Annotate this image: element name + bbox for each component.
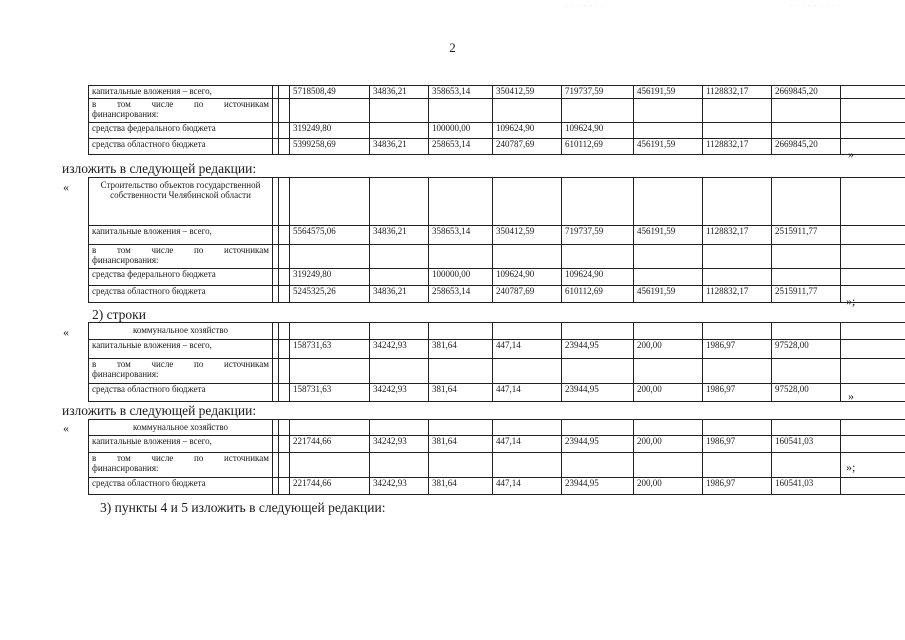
empty-cell [634,99,703,123]
empty-cell [634,323,703,340]
year-value-cell: 240787,69 [493,286,562,303]
year-value-cell: 23944,95 [562,384,634,402]
sources-label-line1: в том числе по источникам [92,245,269,255]
year-value-cell: 100000,00 [429,123,493,139]
year-value-cell [370,123,429,139]
empty-cell [370,420,429,436]
total-value-cell: 5718508,49 [290,86,370,99]
closing-quote-semicolon: »; [846,460,856,474]
separator-cell [279,323,290,340]
year-value-cell: 1128832,17 [703,226,772,245]
empty-cell [493,99,562,123]
year-value-cell: 610112,69 [562,139,634,155]
year-value-cell: 1986,97 [703,384,772,402]
year-value-cell: 350412,59 [493,226,562,245]
year-value-cell: 447,14 [493,340,562,359]
empty-cell [772,359,841,384]
total-value-cell: 158731,63 [290,384,370,402]
construction-header: Строительство объектов государственной собственности Челябинской области [89,178,273,226]
empty-cell [841,245,905,269]
separator-cell [279,99,290,123]
empty-cell [493,178,562,226]
separator-cell [279,340,290,359]
empty-cell [703,99,772,123]
year-value-cell: 719737,59 [562,86,634,99]
year-value-cell: 358653,14 [429,86,493,99]
empty-cell [772,245,841,269]
empty-cell [562,99,634,123]
empty-cell [634,420,703,436]
table-new-communal [88,419,905,495]
year-value-cell: 456191,59 [634,226,703,245]
separator-cell [279,269,290,286]
empty-cell [370,453,429,478]
year-value-cell: 2515911,77 [772,286,841,303]
regional-budget-label: средства областного бюджета [89,286,273,303]
table-original-communal [88,322,905,402]
faint-header-right: · · · · · · · · · [790,2,842,10]
sources-label-line2: финансирования: [92,463,159,473]
point-3-text: 3) пункты 4 и 5 изложить в следующей редакции: [100,500,386,515]
empty-cell [429,323,493,340]
empty-cell [429,453,493,478]
empty-cell [370,99,429,123]
capital-investment-label: капитальные вложения – всего, [89,226,273,245]
federal-budget-label: средства федерального бюджета [89,123,273,139]
empty-cell [841,178,905,226]
year-value-cell: 109624,90 [493,269,562,286]
year-value-cell: 2669845,20 [772,86,841,99]
amend-text-1: изложить в следующей редакции: [62,161,257,176]
empty-cell [634,453,703,478]
total-value-cell: 319249,80 [290,269,370,286]
separator-cell [279,86,290,99]
separator-cell [279,286,290,303]
separator-cell [279,245,290,269]
year-value-cell: 447,14 [493,436,562,453]
sources-label [89,99,273,123]
year-value-cell: 358653,14 [429,226,493,245]
year-value-cell: 34242,93 [370,436,429,453]
table-original-construction [88,85,905,155]
empty-cell [703,359,772,384]
year-value-cell: 719737,59 [562,226,634,245]
year-value-cell [703,269,772,286]
amend-text-2: изложить в следующей редакции: [62,403,257,418]
year-value-cell: 100000,00 [429,269,493,286]
empty-cell [290,99,370,123]
total-value-cell: 221744,66 [290,478,370,495]
year-value-cell: 200,00 [634,340,703,359]
empty-cell [703,178,772,226]
year-value-cell [841,340,905,359]
empty-cell [703,245,772,269]
year-value-cell: 34836,21 [370,139,429,155]
year-value-cell: 381,64 [429,384,493,402]
year-value-cell: 34836,21 [370,286,429,303]
year-value-cell [634,269,703,286]
year-value-cell: 23944,95 [562,340,634,359]
sources-label [89,453,273,478]
year-value-cell [841,86,905,99]
empty-cell [634,178,703,226]
year-value-cell: 240787,69 [493,139,562,155]
total-value-cell: 221744,66 [290,436,370,453]
opening-quote: « [63,180,69,194]
empty-cell [493,359,562,384]
year-value-cell [370,269,429,286]
year-value-cell: 109624,90 [562,123,634,139]
year-value-cell: 34242,93 [370,384,429,402]
strings-2-text: 2) строки [92,307,146,322]
year-value-cell: 200,00 [634,384,703,402]
sources-label-line2: финансирования: [92,109,159,119]
year-value-cell: 34836,21 [370,226,429,245]
separator-cell [279,420,290,436]
empty-cell [841,99,905,123]
capital-investment-label: капитальные вложения – всего, [89,436,273,453]
year-value-cell [841,123,905,139]
empty-cell [429,245,493,269]
year-value-cell: 97528,00 [772,340,841,359]
empty-cell [429,420,493,436]
year-value-cell: 97528,00 [772,384,841,402]
separator-cell [279,384,290,402]
regional-budget-label: средства областного бюджета [89,139,273,155]
table-new-construction [88,177,905,303]
empty-cell [290,359,370,384]
regional-budget-label: средства областного бюджета [89,478,273,495]
separator-cell [279,436,290,453]
year-value-cell: 456191,59 [634,139,703,155]
sources-label [89,245,273,269]
year-value-cell: 160541,03 [772,478,841,495]
empty-cell [290,178,370,226]
year-value-cell [703,123,772,139]
federal-budget-label: средства федерального бюджета [89,269,273,286]
empty-cell [772,99,841,123]
empty-cell [703,323,772,340]
sources-label-line2: финансирования: [92,369,159,379]
year-value-cell: 258653,14 [429,286,493,303]
sources-label-line1: в том числе по источникам [92,99,269,109]
sources-label [89,359,273,384]
separator-cell [279,453,290,478]
empty-cell [772,323,841,340]
year-value-cell [634,123,703,139]
year-value-cell [841,226,905,245]
capital-investment-label: капитальные вложения – всего, [89,340,273,359]
year-value-cell: 34242,93 [370,340,429,359]
empty-cell [562,420,634,436]
year-value-cell [841,436,905,453]
empty-cell [562,359,634,384]
total-value-cell: 5399258,69 [290,139,370,155]
closing-quote: » [848,389,854,403]
communal-header: коммунальное хозяйство [89,323,273,340]
empty-cell [772,420,841,436]
faint-header-left: · · · · · · · [565,2,605,10]
year-value-cell: 1986,97 [703,478,772,495]
year-value-cell: 2515911,77 [772,226,841,245]
separator-cell [279,478,290,495]
year-value-cell: 200,00 [634,436,703,453]
empty-cell [370,178,429,226]
empty-cell [703,420,772,436]
year-value-cell: 23944,95 [562,436,634,453]
total-value-cell: 319249,80 [290,123,370,139]
year-value-cell [841,478,905,495]
year-value-cell: 447,14 [493,478,562,495]
separator-cell [279,178,290,226]
total-value-cell: 158731,63 [290,340,370,359]
year-value-cell [772,269,841,286]
year-value-cell: 456191,59 [634,86,703,99]
year-value-cell [772,123,841,139]
empty-cell [562,453,634,478]
year-value-cell: 381,64 [429,436,493,453]
opening-quote: « [63,325,69,339]
empty-cell [290,323,370,340]
total-value-cell: 5564575,06 [290,226,370,245]
empty-cell [493,420,562,436]
opening-quote: « [63,421,69,435]
year-value-cell: 1986,97 [703,340,772,359]
empty-cell [429,99,493,123]
empty-cell [562,245,634,269]
empty-cell [634,245,703,269]
year-value-cell: 610112,69 [562,286,634,303]
year-value-cell: 109624,90 [493,123,562,139]
empty-cell [370,323,429,340]
year-value-cell: 200,00 [634,478,703,495]
year-value-cell: 381,64 [429,340,493,359]
separator-cell [279,226,290,245]
sources-label-line2: финансирования: [92,255,159,265]
year-value-cell [841,269,905,286]
year-value-cell: 1986,97 [703,436,772,453]
empty-cell [429,359,493,384]
separator-cell [279,123,290,139]
sources-label-line1: в том числе по источникам [92,453,269,463]
year-value-cell: 160541,03 [772,436,841,453]
year-value-cell: 381,64 [429,478,493,495]
year-value-cell: 23944,95 [562,478,634,495]
page-number: 2 [449,40,456,55]
year-value-cell: 2669845,20 [772,139,841,155]
empty-cell [562,323,634,340]
year-value-cell: 34242,93 [370,478,429,495]
capital-investment-label: капитальные вложения – всего, [89,86,273,99]
closing-quote: » [848,147,854,161]
empty-cell [290,420,370,436]
empty-cell [290,453,370,478]
empty-cell [772,178,841,226]
empty-cell [772,453,841,478]
year-value-cell: 456191,59 [634,286,703,303]
empty-cell [841,359,905,384]
year-value-cell: 258653,14 [429,139,493,155]
empty-cell [493,245,562,269]
empty-cell [841,420,905,436]
regional-budget-label: средства областного бюджета [89,384,273,402]
year-value-cell: 1128832,17 [703,286,772,303]
total-value-cell: 5245325,26 [290,286,370,303]
empty-cell [562,178,634,226]
empty-cell [703,453,772,478]
empty-cell [493,453,562,478]
empty-cell [290,245,370,269]
separator-cell [279,139,290,155]
empty-cell [841,323,905,340]
year-value-cell: 350412,59 [493,86,562,99]
communal-header: коммунальное хозяйство [89,420,273,436]
empty-cell [634,359,703,384]
sources-label-line1: в том числе по источникам [92,359,269,369]
year-value-cell: 1128832,17 [703,86,772,99]
year-value-cell: 1128832,17 [703,139,772,155]
empty-cell [429,178,493,226]
year-value-cell: 109624,90 [562,269,634,286]
separator-cell [279,359,290,384]
year-value-cell: 34836,21 [370,86,429,99]
closing-quote-semicolon: »; [846,294,856,308]
empty-cell [493,323,562,340]
empty-cell [370,245,429,269]
year-value-cell: 447,14 [493,384,562,402]
empty-cell [370,359,429,384]
